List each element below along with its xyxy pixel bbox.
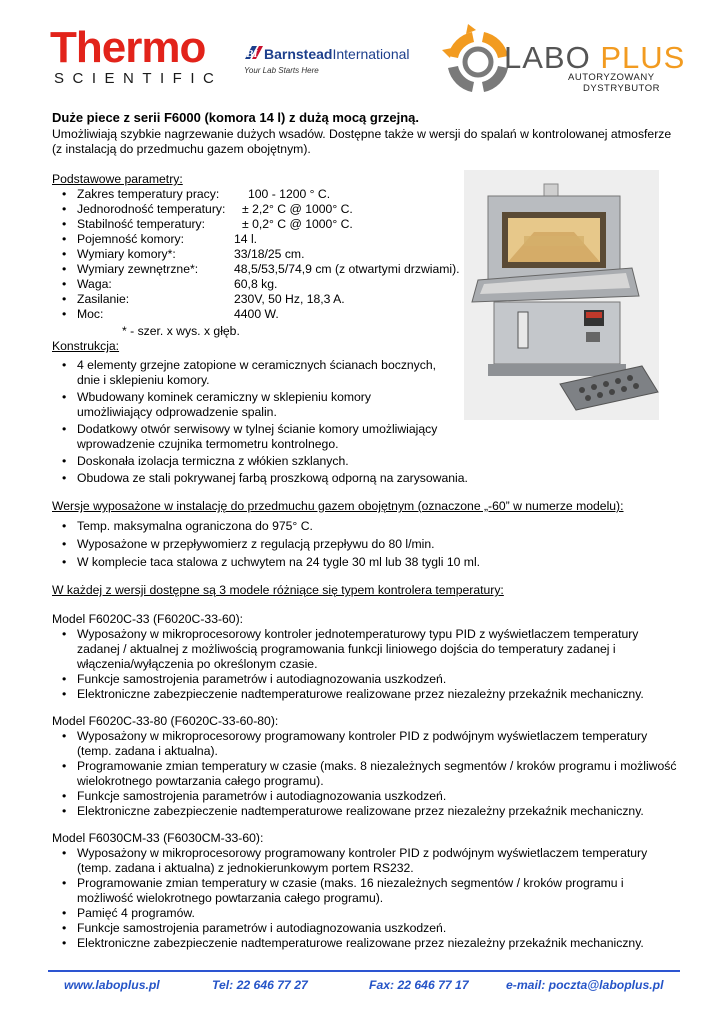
param-label: Wymiary komory*: [77,247,176,261]
list-item: • Funkcje samostrojenia parametrów i autodiagnozowania uszkodzeń. [52,789,682,804]
page-title: Duże piece z serii F6000 (komora 14 l) z dużą mocą grzejną. [52,110,420,125]
footer-divider [48,970,680,972]
param-value: 33/18/25 cm. [234,247,305,261]
model-title: Model F6030CM-33 (F6030CM-33-60): [52,831,264,845]
param-item [52,277,682,292]
param-value: 230V, 50 Hz, 18,3 A. [234,292,345,306]
barnstead-name-bold: Barnstead [264,46,333,62]
list-item: • Doskonała izolacja termiczna z włókien szklanych. [52,454,447,469]
param-label: Zasilanie: [77,292,130,306]
footer-website-link[interactable]: www.laboplus.pl [64,978,160,992]
model-title: Model F6020C-33-80 (F6020C-33-60-80): [52,714,279,728]
param-value: 60,8 kg. [234,277,278,291]
param-label: Jednorodność temperatury: [77,202,226,216]
thermo-scientific-logo [50,23,230,87]
list-item: • Programowanie zmian temperatury w czasie (maks. 16 niezależnych segmentów / kroków programu i możliwość wielokrotnego powtarzania całego programu). [52,876,682,906]
construction-list [52,358,468,486]
barnstead-tagline: Your Lab Starts Here [244,66,319,75]
list-item: • Dodatkowy otwór serwisowy w tylnej ścianie komory umożliwiający wprowadzenie czujnika termometru kontrolnego. [52,422,447,452]
barnstead-name [264,46,410,62]
model-feature-list [52,846,682,951]
param-value: ± 0,2° C @ 1000° C. [242,217,353,231]
param-item [52,187,682,202]
list-item: • Elektroniczne zabezpieczenie nadtemperaturowe realizowane przez niezależny przekaźnik mechaniczny. [52,687,682,702]
list-item: • Funkcje samostrojenia parametrów i autodiagnozowania uszkodzeń. [52,921,682,936]
model-feature-list [52,729,682,819]
list-item: • Funkcje samostrojenia parametrów i autodiagnozowania uszkodzeń. [52,672,682,687]
param-item [52,202,682,217]
param-value: 4400 W. [234,307,279,321]
model-title: Model F6020C-33 (F6020C-33-60): [52,612,244,626]
barnstead-mark-icon [243,44,265,62]
param-label: Wymiary zewnętrzne*: [77,262,199,276]
models-heading: W każdej z wersji dostępne są 3 modele różniące się typem kontrolera temperatury: [52,583,504,597]
labo-plus-logo [440,20,685,112]
list-item: • Temp. maksymalna ograniczona do 975° C. [52,519,682,534]
list-item: • W komplecie taca stalowa z uchwytem na 24 tygle 30 ml lub 38 tygli 10 ml. [52,555,682,570]
param-label: Waga: [77,277,112,291]
param-item [52,217,682,232]
labo-sub-authorized: AUTORYZOWANY [568,72,655,83]
barnstead-logo [243,44,433,80]
list-item: • Wyposażony w mikroprocesorowy kontroler jednotemperaturowy typu PID z wyświetlaczem temperatury zadanej / aktualnej z możliwością programowania funkcji liniowego dojścia do temperatury zadanej i włączenia/wyłączenia po określonym czasie. [52,627,682,672]
param-value: 14 l. [234,232,258,246]
param-item [52,247,682,262]
param-item [52,232,682,247]
labo-sub-distributor: DYSTRYBUTOR [583,83,660,94]
param-label: Zakres temperatury pracy: [77,187,220,201]
intro-paragraph: Umożliwiają szybkie nagrzewanie dużych wsadów. Dostępne także w wersji do spalań w kontrolowanej atmosferze (z instalacją do przedmuchu gazem obojętnym). [52,127,672,156]
list-item: • Programowanie zmian temperatury w czasie (maks. 8 niezależnych segmentów / kroków programu i możliwość wielokrotnego powtarzania całego programu). [52,759,682,789]
footer-email-link[interactable]: e-mail: poczta@laboplus.pl [506,978,664,992]
labo-name-word: LABO [504,40,591,75]
list-item: • Obudowa ze stali pokrywanej farbą proszkową odporną na zarysowania. [52,471,632,486]
list-item: • Elektroniczne zabezpieczenie nadtemperaturowe realizowane przez niezależny przekaźnik mechaniczny. [52,936,682,951]
param-item [52,262,682,277]
barnstead-name-rest: International [332,46,410,62]
dimensions-note: * - szer. x wys. x głęb. [122,324,240,338]
list-item: • Pamięć 4 programów. [52,906,682,921]
list-item: • 4 elementy grzejne zatopione w ceramicznych ścianach bocznych, dnie i sklepieniu komory. [52,358,447,388]
params-heading: Podstawowe parametry: [52,172,183,186]
gas-list [52,519,682,570]
list-item: • Wyposażony w mikroprocesorowy programowany kontroler PID z podwójnym wyświetlaczem temperatury (temp. zadana i aktualna). [52,729,682,759]
param-item [52,307,682,322]
labo-plus-name [504,42,685,74]
param-value: ± 2,2° C @ 1000° C. [242,202,353,216]
param-label: Moc: [77,307,104,321]
param-label: Stabilność temperatury: [77,217,206,231]
footer-phone: Tel: 22 646 77 27 [212,978,308,992]
document-body [52,110,682,951]
param-item [52,292,682,307]
params-list [52,187,682,322]
list-item: • Wbudowany kominek ceramiczny w sklepieniu komory umożliwiający odprowadzenie spalin. [52,390,447,420]
gas-heading: Wersje wyposażone w instalację do przedmuchu gazem obojętnym (oznaczone „-60” w numerze modelu): [52,499,624,513]
model-feature-list [52,627,682,702]
param-label: Pojemność komory: [77,232,185,246]
thermo-logo-sub: SCIENTIFIC [54,70,223,87]
footer-fax: Fax: 22 646 77 17 [369,978,469,992]
list-item: • Elektroniczne zabezpieczenie nadtemperaturowe realizowane przez niezależny przekaźnik mechaniczny. [52,804,682,819]
construction-heading: Konstrukcja: [52,339,120,353]
list-item: • Wyposażone w przepływomierz z regulacją przepływu do 80 l/min. [52,537,682,552]
param-value: 48,5/53,5/74,9 cm (z otwartymi drzwiami). [234,262,460,276]
list-item: • Wyposażony w mikroprocesorowy programowany kontroler PID z podwójnym wyświetlaczem temperatury (temp. zadana i aktualna) z jednokierunkowym portem RS232. [52,846,682,876]
thermo-logo-word: Thermo [50,23,206,72]
param-value: 100 - 1200 ° C. [248,187,331,201]
labo-name-plus: PLUS [600,40,686,75]
barnstead-mark-text: BI [246,48,258,60]
